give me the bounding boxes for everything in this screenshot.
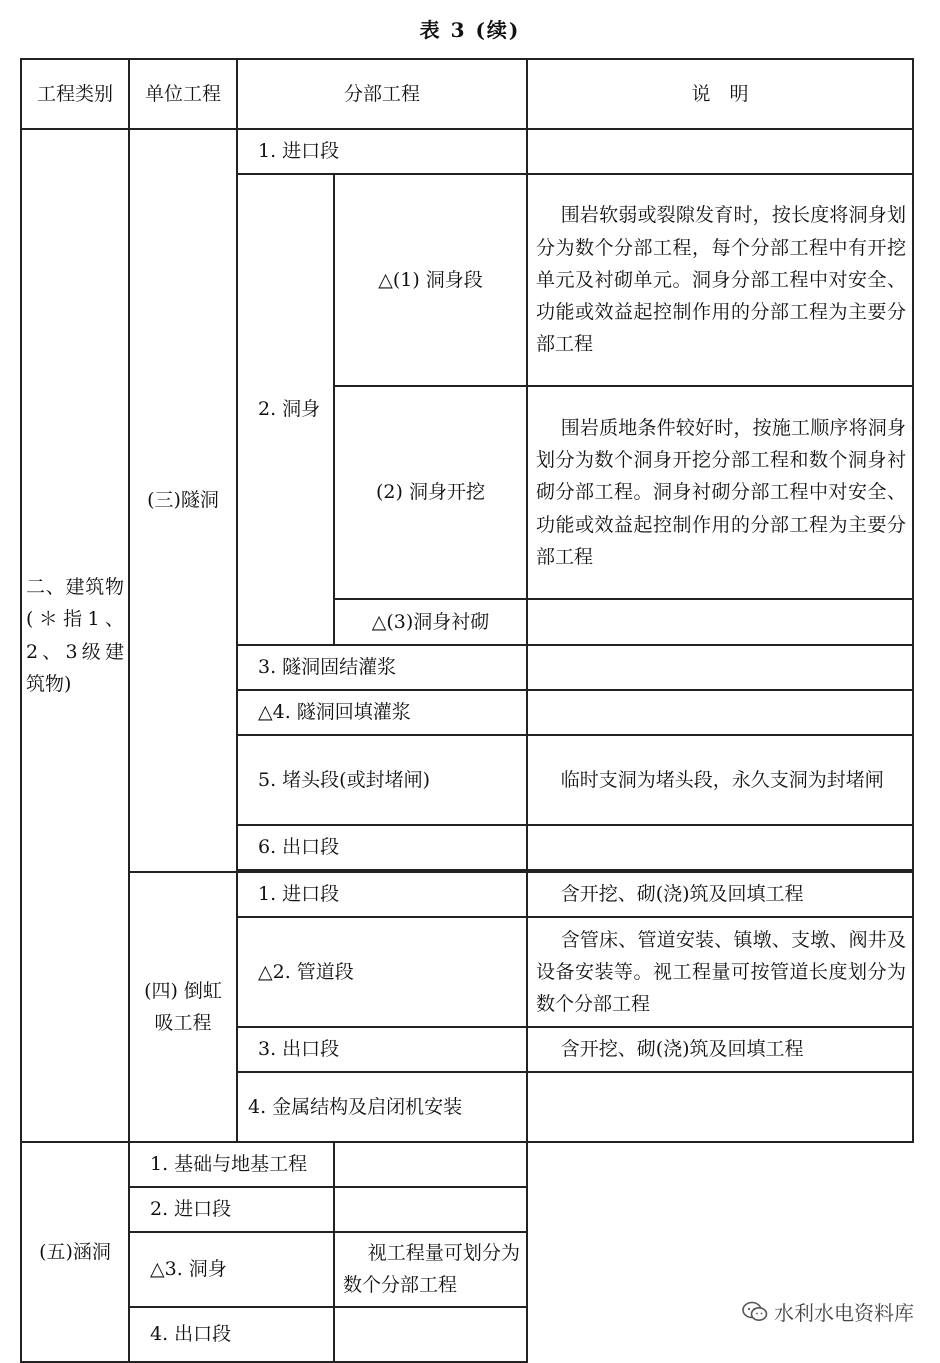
wechat-icon (742, 1301, 768, 1323)
culvert-note-2 (334, 1187, 527, 1232)
unit-siphon: (四) 倒虹吸工程 (129, 872, 237, 1142)
category-cell: 二、建筑物(＊指1、2、3级建筑物) (21, 129, 129, 1142)
culvert-part-3: △3. 洞身 (129, 1232, 334, 1307)
tunnel-note-6 (527, 825, 913, 870)
siphon-note-3: 含开挖、砌(浇)筑及回填工程 (527, 1027, 913, 1072)
unit-culvert: (五)涵洞 (21, 1142, 129, 1362)
header-part: 分部工程 (237, 59, 527, 129)
siphon-note-2: 含管床、管道安装、镇墩、支墩、阀井及设备安装等。视工程量可按管道长度划分为数个分部工程 (527, 917, 913, 1027)
unit-tunnel: (三)隧洞 (129, 129, 237, 872)
division-table (20, 58, 914, 1363)
tunnel-sub-2: (2) 洞身开挖 (334, 386, 527, 599)
tunnel-sub-2-note: 围岩质地条件较好时，按施工顺序将洞身划分为数个洞身开挖分部工程和数个洞身衬砌分部工程。洞身衬砌分部工程中对安全、功能或效益起控制作用的分部工程为主要分部工程 (527, 386, 913, 599)
tunnel-sub-1-note: 围岩软弱或裂隙发育时，按长度将洞身划分为数个分部工程，每个分部工程中有开挖单元及衬砌单元。洞身分部工程中对安全、功能或效益起控制作用的分部工程为主要分部工程 (527, 174, 913, 386)
siphon-note-1: 含开挖、砌(浇)筑及回填工程 (527, 872, 913, 917)
tunnel-sub-1: △(1) 洞身段 (334, 174, 527, 386)
siphon-part-2: △2. 管道段 (237, 917, 527, 1027)
tunnel-part-6: 6. 出口段 (237, 825, 527, 870)
tunnel-part-1: 1. 进口段 (237, 129, 527, 174)
watermark (742, 1297, 914, 1326)
header-unit: 单位工程 (129, 59, 237, 129)
siphon-part-3: 3. 出口段 (237, 1027, 527, 1072)
culvert-part-4: 4. 出口段 (129, 1307, 334, 1362)
siphon-note-4 (527, 1072, 913, 1142)
tunnel-note-1 (527, 129, 913, 174)
watermark-text: 水利水电资料库 (774, 1301, 914, 1325)
culvert-note-4 (334, 1307, 527, 1362)
tunnel-note-3 (527, 645, 913, 690)
siphon-part-1: 1. 进口段 (237, 872, 527, 917)
table-title: 表 3 (续) (419, 18, 521, 42)
tunnel-sub-3: △(3)洞身衬砌 (334, 599, 527, 645)
header-category: 工程类别 (21, 59, 129, 129)
siphon-part-4: 4. 金属结构及启闭机安装 (237, 1072, 527, 1142)
header-note: 说 明 (527, 59, 913, 129)
culvert-note-1 (334, 1142, 527, 1187)
tunnel-note-4 (527, 690, 913, 735)
tunnel-part-5: 5. 堵头段(或封堵闸) (237, 735, 527, 825)
tunnel-part-4: △4. 隧洞回填灌浆 (237, 690, 527, 735)
tunnel-part-3: 3. 隧洞固结灌浆 (237, 645, 527, 690)
tunnel-note-5: 临时支洞为堵头段，永久支洞为封堵闸 (527, 735, 913, 825)
culvert-part-1: 1. 基础与地基工程 (129, 1142, 334, 1187)
tunnel-part-2: 2. 洞身 (237, 174, 334, 645)
tunnel-sub-3-note (527, 599, 913, 645)
culvert-part-2: 2. 进口段 (129, 1187, 334, 1232)
culvert-note-3: 视工程量可划分为数个分部工程 (334, 1232, 527, 1307)
